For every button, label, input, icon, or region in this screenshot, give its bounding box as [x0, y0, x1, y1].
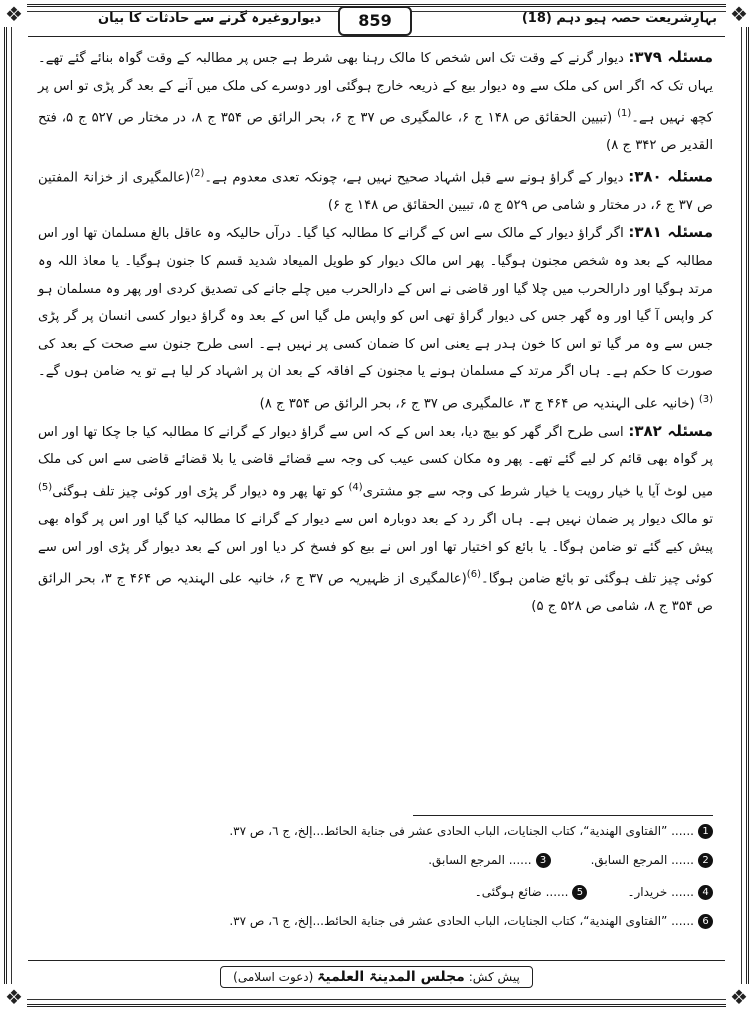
corner-ornament-icon: ❖	[1, 984, 27, 1010]
footnote-text: ...... خریدار۔	[627, 885, 694, 899]
header-divider	[28, 36, 725, 37]
masala-heading: مسئلہ ۳۸۰:	[628, 167, 713, 186]
corner-ornament-icon: ❖	[726, 984, 752, 1010]
masala-380	[38, 160, 713, 220]
masala-text: دیوار کے گراؤ ہونے سے قبل اشہاد صحیح نہیں ہے، چونکہ تعدی معدوم ہے۔	[204, 170, 629, 186]
footnote-number: 2	[698, 853, 713, 868]
footnote-divider	[413, 815, 713, 816]
footnotes	[40, 818, 713, 934]
masala-heading: مسئلہ ۳۷۹:	[628, 48, 713, 66]
publisher-box	[220, 966, 533, 988]
footnote-row	[40, 844, 713, 876]
masala-text: دیوار گرنے کے وقت تک اس شخص کا مالک رہنا بھی شرط ہے جس پر مطالبہ کے وقت گواہ بنائے گئے تھے۔ یہاں تک کہ اگر اس کی ملک سے وہ دیوار بیع کے ذریعہ خارج ہوگئی اور دوسرے کی ملک میں آنے کے بعد گر پڑی تو اس پر کچھ نہیں ہے۔	[38, 51, 713, 126]
footnote-3	[428, 844, 550, 876]
corner-ornament-icon: ❖	[726, 1, 752, 27]
footer-prefix: پیش کش:	[468, 970, 520, 984]
footnote-text: ...... ”الفتاوی الهندیة“، کتاب الجنایات، الباب الحادی عشر فی جنایة الحائط...إلخ، ج ٦، ص ٣٧.	[229, 824, 694, 838]
masala-text: اسی طرح اگر گھر کو بیچ دیا، بعد اس کے کہ اس سے گراؤ دیوار کے گرانے کا مطالبہ کیا جا چکا تھا اور اس پر گواہ بھی قائم کر لیے گئے تھے۔ پھر وہ مکان کسی عیب کی وجہ سے قضائے قاضی یا بلا قضائے قاضی سے اس کی ملک میں لوٹ آیا یا خیار رویت یا خیار شرط کی وجہ سے جو مشتری	[38, 424, 714, 500]
footnote-number: 1	[698, 824, 713, 839]
masala-text: اگر گراؤ دیوار کے مالک سے اس کے گرانے کا مطالبہ کیا گیا۔ درآں حالیکہ وہ عاقل بالغ مسلمان تھا اور اس مطالبہ کے بعد وہ شخص مجنون ہوگیا۔ پھر اس مالک دیوار کو طویل المیعاد شدید قسم کا جنون ہوگیا۔ یا معاذ اللہ وہ مرتد ہوگیا اور دارالحرب میں چلا گیا اور قاضی نے اس کے دارالحرب میں چلے جانے کی تصدیق کردی اور پھر وہ مسلمان ہو کر واپس آ گیا اور وہ گھر جس کی دیوار گراؤ تھی اس کو واپس مل گیا اس کے بعد وہ گراؤ دیوار کسی انسان پر گر پڑی جس سے وہ مر گیا تو اس کا خون ہدر ہے یعنی اس کا ضمان کسی پر نہیں ہے۔ اسی طرح جنون سے صحت کے بعد کی صورت کا حکم ہے۔ ہاں اگر مرتد کے مسلمان ہونے یا مجنون کے افاقہ کے بعد ان پر اشہاد کر لیا ہے تو یہ ضامن ہوں گے۔	[38, 226, 713, 380]
footnote-ref[interactable]: (4)	[348, 482, 363, 494]
page-number: 859	[338, 6, 412, 36]
footnote-number: 5	[572, 885, 587, 900]
citation: (عالمگیری از خزانۃ المفتین ص ۳۷ ج ۶، در مختار و شامی ص ۵۲۹ ج ۵، تبیین الحقائق ص ۱۴۸ ج ۶)	[38, 170, 713, 213]
citation: (خانیہ علی الہندیہ ص ۴۶۴ ج ۳، عالمگیری ص ۳۷ ج ۶، بحر الرائق ص ۳۵۴ ج ۸)	[259, 396, 699, 412]
citation: (عالمگیری از ظہیریہ ص ۳۷ ج ۶، خانیہ علی الہندیہ ص ۴۶۴ ج ۳، بحر الرائق ص ۳۵۴ ج ۸، شامی ص ۵۲۸ ج ۵)	[38, 571, 713, 615]
footnote-number: 4	[698, 885, 713, 900]
footnote-6	[40, 908, 713, 934]
publisher-name: مجلس المدینۃ العلمیۃ	[317, 969, 465, 985]
page-footer	[0, 966, 753, 988]
footnote-ref[interactable]: (6)	[466, 569, 481, 581]
footnote-text: ...... ضائع ہوگئی۔	[474, 885, 569, 899]
footer-divider	[28, 960, 725, 961]
footnote-ref[interactable]: (3)	[698, 393, 713, 405]
footnote-text: ...... المرجع السابق.	[590, 853, 694, 867]
footnote-1	[40, 818, 713, 844]
footer-suffix: (دعوت اسلامی)	[233, 970, 314, 984]
masala-382	[38, 418, 713, 621]
footnote-2	[591, 844, 713, 876]
chapter-title: دیواروغیرہ گرنے سے حادثات کا بیان	[98, 11, 322, 26]
footnote-row	[40, 876, 713, 908]
footnote-ref[interactable]: (2)	[190, 167, 205, 179]
footnote-text: ...... المرجع السابق.	[428, 853, 532, 867]
footnote-text: ...... ”الفتاوی الهندیة“، کتاب الجنایات، الباب الحادی عشر فی جنایة الحائط...إلخ، ج ٦، ص ٣٧.	[229, 914, 694, 928]
masala-heading: مسئلہ ۳۸۱:	[628, 223, 713, 242]
main-text	[38, 44, 713, 814]
page-header	[28, 8, 725, 34]
citation: (تبیین الحقائق ص ۱۴۸ ج ۶، عالمگیری ص ۳۷ ج ۶، بحر الرائق ص ۳۵۴ ج ۸، در مختار ص ۵۲۷ ج ۵، فتح القدیر ص ۳۴۲ ج ۸)	[38, 110, 713, 154]
masala-heading: مسئلہ ۳۸۲:	[628, 421, 713, 440]
masala-text: کو تھا پھر وہ دیوار گر پڑی اور کوئی چیز تلف ہوگئی	[52, 484, 349, 500]
book-title: بہارِشریعت حصہ ہیو دہم (18)	[521, 11, 717, 26]
masala-381	[38, 219, 713, 418]
corner-ornament-icon: ❖	[1, 1, 27, 27]
masala-text: تو مالک دیوار پر ضمان نہیں ہے۔ ہاں اگر رد کے بعد دوبارہ اس سے دیوار کے گرانے کا مطالبہ کیا گیا اور اس پر گواہ بھی پیش کیے گئے تو ضامن ہوگا۔ یا بائع کو اختیار تھا اور اس نے بیع کو فسخ کر دیا اور اس کے بعد دیوار گر پڑی اور اس سے کوئی چیز تلف ہوگئی تو بائع ضامن ہوگا۔	[38, 512, 713, 587]
footnote-number: 6	[698, 914, 713, 929]
footnote-number: 3	[536, 853, 551, 868]
footnote-ref[interactable]: (5)	[38, 482, 53, 494]
footnote-4	[627, 876, 713, 908]
footnote-5	[475, 876, 588, 908]
footnote-ref[interactable]: (1)	[617, 108, 632, 120]
masala-379	[38, 44, 713, 160]
